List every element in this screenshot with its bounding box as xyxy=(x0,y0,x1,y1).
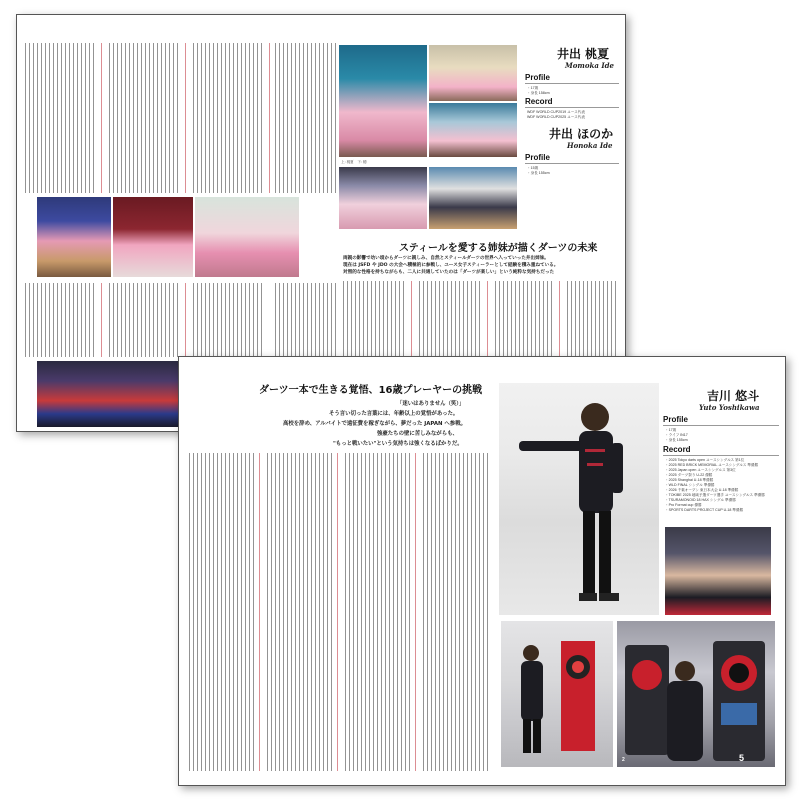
article-text-block xyxy=(185,43,189,193)
photo-player-throwing xyxy=(113,197,193,277)
record-item: WDF WORLD CUP2025 ユース代表 xyxy=(527,115,585,119)
article-text-block xyxy=(419,281,483,361)
article-text-block xyxy=(267,453,333,771)
photo-momoka-dartboard xyxy=(339,45,427,157)
article-text-block xyxy=(345,453,411,771)
player-name-momoka: 井出 桃夏 xyxy=(557,47,610,61)
article-text-block xyxy=(193,43,265,193)
record-item: ・TSURAMONOID 18 HAX シングル 準優勝 xyxy=(665,498,736,502)
player-name-en-honoka: Honoka Ide xyxy=(567,141,613,150)
front-magazine-page xyxy=(178,356,786,786)
dart-arcade-icon xyxy=(617,621,775,767)
record-item: ・TOKIBE 2025 地域予選ダーツ選手 ユースシングルス 準優勝 xyxy=(665,493,765,497)
photo-yuto-portrait xyxy=(499,383,659,615)
record-item: ・2025 Japan open ユースシングルス 第3位 xyxy=(665,468,736,472)
article-text-block xyxy=(487,281,491,361)
dart-machine-icon xyxy=(501,621,613,767)
profile-heading: Profile xyxy=(525,153,550,162)
article-headline: ダーツ一本で生きる覚悟、16歳プレーヤーの挑戦 xyxy=(259,385,483,396)
article-text-block xyxy=(25,43,97,193)
photo-yuto-arcade-machine xyxy=(617,621,775,767)
article-lead-line: 両親の影響で幼い頃からダーツに親しみ、自然とスティールダーツの世界へ入っていった井出姉妹。 xyxy=(343,256,549,261)
photo-caption: 上: 桃夏 下: 穂 xyxy=(341,160,367,164)
record-heading: Record xyxy=(525,97,553,106)
article-text-block xyxy=(189,453,255,771)
record-item: ・2026 千葉オープン 東日本大会 U-18 準優勝 xyxy=(665,488,739,492)
article-text-block xyxy=(269,43,273,193)
article-lead-line: 現在は JSFD や JDO の大会へ積極的に参戦し、ユース女子スティーラーとして経験を積み重ねている。 xyxy=(343,263,559,268)
photo-number: 5 xyxy=(739,753,745,763)
photo-player-banner xyxy=(37,197,111,277)
article-text-block xyxy=(423,453,489,771)
article-text-block xyxy=(193,283,265,357)
article-text-block xyxy=(25,283,97,357)
article-text-block xyxy=(343,281,407,361)
player-name-en-yuto: Yuto Yoshikawa xyxy=(699,403,760,412)
article-text-block xyxy=(559,281,563,361)
article-text-block xyxy=(275,43,337,193)
article-text-block xyxy=(415,453,419,771)
article-text-block xyxy=(101,283,105,357)
article-lead-line: 対照的な性格を持ちながらも、二人に共通していたのは「ダーツが楽しい」という純粋な気持ちだった xyxy=(343,270,555,275)
article-lead-line: そう言い切った言葉には、年齢以上の覚悟があった。 xyxy=(329,411,459,417)
record-item: ・2025 Shanghai U-18 準優勝 xyxy=(665,478,714,482)
article-text-block xyxy=(275,283,337,357)
article-text-block xyxy=(567,281,617,361)
profile-item: ・15歳 xyxy=(527,166,539,170)
article-text-block xyxy=(337,453,341,771)
record-item: ・WLD FINAL シングル 準優勝 xyxy=(665,483,715,487)
photo-momoka-certificate xyxy=(429,45,517,101)
profile-item: ・身長 155cm xyxy=(527,171,550,175)
article-text-block xyxy=(495,281,555,361)
record-item: ・Pro Format cup 優勝 xyxy=(665,503,702,507)
profile-heading: Profile xyxy=(525,73,550,82)
player-silhouette-icon xyxy=(499,383,659,615)
article-lead-line: 強豪たちの壁に苦しみながらも、 xyxy=(377,431,458,437)
profile-item: ・17歳 xyxy=(527,86,539,90)
record-item: WDF WORLD CUP2019 ユース代表 xyxy=(527,110,585,114)
profile-item: ・17歳 xyxy=(665,428,677,432)
article-headline: スティールを愛する姉妹が描くダーツの未来 xyxy=(399,243,598,254)
player-name-en-momoka: Momoka Ide xyxy=(565,61,614,70)
divider xyxy=(663,425,779,426)
record-item: ・2025 ダーツ祭り U-22 優勝 xyxy=(665,473,713,477)
record-item: ・2025 Tokyo darts open ユースシングルス 第1位 xyxy=(665,458,745,462)
article-text-block xyxy=(185,283,189,357)
photo-honoka-dartboard xyxy=(429,103,517,157)
photo-yuto-closeup xyxy=(665,527,771,615)
profile-item: ・ライフ IN17 xyxy=(665,433,688,437)
divider xyxy=(525,83,619,84)
photo-sisters-together xyxy=(339,167,427,229)
profile-heading: Profile xyxy=(663,415,688,424)
record-heading: Record xyxy=(663,445,691,454)
article-text-block xyxy=(101,43,105,193)
divider xyxy=(525,107,619,108)
article-lead-line: "もっと戦いたい"という気持ちは強くなるばかりだ。 xyxy=(333,441,463,447)
article-text-block xyxy=(411,281,415,361)
photo-number: 2 xyxy=(622,757,625,763)
record-item: ・2025 RED BRICK MEMORIAL ユースシングルス 準優勝 xyxy=(665,463,759,467)
divider xyxy=(663,455,779,456)
profile-item: ・身長 155cm xyxy=(665,438,688,442)
divider xyxy=(525,163,619,164)
player-name-honoka: 井出 ほのか xyxy=(549,127,614,141)
photo-sisters-pose xyxy=(195,197,299,277)
article-text-block xyxy=(259,453,263,771)
article-text-block xyxy=(109,283,181,357)
photo-podium-group xyxy=(429,167,517,229)
article-lead-line: 「迷いはありません（笑）」 xyxy=(397,401,465,407)
photo-yuto-throwing-machine xyxy=(501,621,613,767)
photo-team-group xyxy=(37,361,187,427)
profile-item: ・身長 158cm xyxy=(527,91,550,95)
article-lead-line: 高校を辞め、アルバイトで遠征費を稼ぎながら、夢だった JAPAN へ参戦。 xyxy=(283,421,466,427)
player-name-yuto: 吉川 悠斗 xyxy=(707,389,760,403)
article-text-block xyxy=(109,43,181,193)
record-item: ・SPORTS DARTS PROJECT CUP U-18 準優勝 xyxy=(665,508,744,512)
